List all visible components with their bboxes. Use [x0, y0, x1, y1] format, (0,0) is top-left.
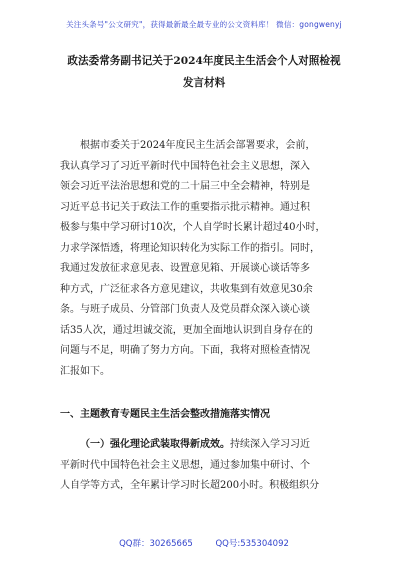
paragraph-line: 领会习近平法治思想和党的二十届三中全会精神，特别是 [60, 181, 310, 192]
section-heading: 一、主题教育专题民主生活会整改措施落实情况 [60, 409, 270, 420]
contact-footer [0, 537, 408, 549]
document-title [40, 50, 368, 94]
paragraph-line: 条。与班子成员、分管部门负责人及党员群众深入谈心谈 [60, 304, 310, 315]
paragraph-line: 我认真学习了习近平新时代中国特色社会主义思想，深入 [60, 160, 310, 172]
subsection-paragraph [60, 435, 360, 497]
paragraph-line: 平新时代中国特色社会主义思想，通过参加集中研讨、个 [60, 459, 310, 471]
paragraph-line: 人自学等方式，全年累计学习时长超200小时。积极组织分 [60, 480, 320, 491]
subsection-heading: （一）强化理论武装取得新成效。 [80, 439, 230, 450]
paragraph-line: 力求学深悟透，将理论知识转化为实际工作的指引。同时， [60, 242, 320, 254]
paragraph-line: 习近平总书记关于政法工作的重要指示批示精神。通过积 [60, 201, 310, 213]
paragraph-line: 极参与集中学习研讨10次，个人自学时长累计超过40小时， [60, 222, 326, 233]
paragraph-line: 汇报如下。 [60, 365, 110, 377]
paragraph-line: 根据市委关于2024年度民主生活会部署要求，会前， [80, 140, 316, 151]
paragraph-line: 问题与不足，明确了努力方向。下面，我将对照检查情况 [60, 345, 310, 356]
promo-banner: 关注头条号"公文研究"，获得最新最全最专业的公文资料库！ 微信：gongwenyj [66, 20, 342, 29]
paragraph-line: 话35人次，通过坦诚交流，更加全面地认识到自身存在的 [60, 324, 313, 336]
subsection-lead-text: 持续深入学习习近 [230, 439, 310, 450]
title-line-2: 发言材料 [182, 77, 226, 89]
paragraph-line: 种方式，广泛征求各方意见建议，共收集到有效意见30余 [60, 283, 313, 295]
paragraph-line: 我通过发放征求意见表、设置意见箱、开展谈心谈话等多 [60, 263, 310, 274]
intro-paragraph [60, 136, 360, 382]
qq-number-text: QQ号:535304092 [215, 539, 289, 549]
paragraph-line [60, 435, 360, 456]
qq-group-text: QQ群：30265665 [119, 539, 193, 549]
title-line-1: 政法委常务副书记关于2024年度民主生活会个人对照检视 [67, 55, 341, 67]
